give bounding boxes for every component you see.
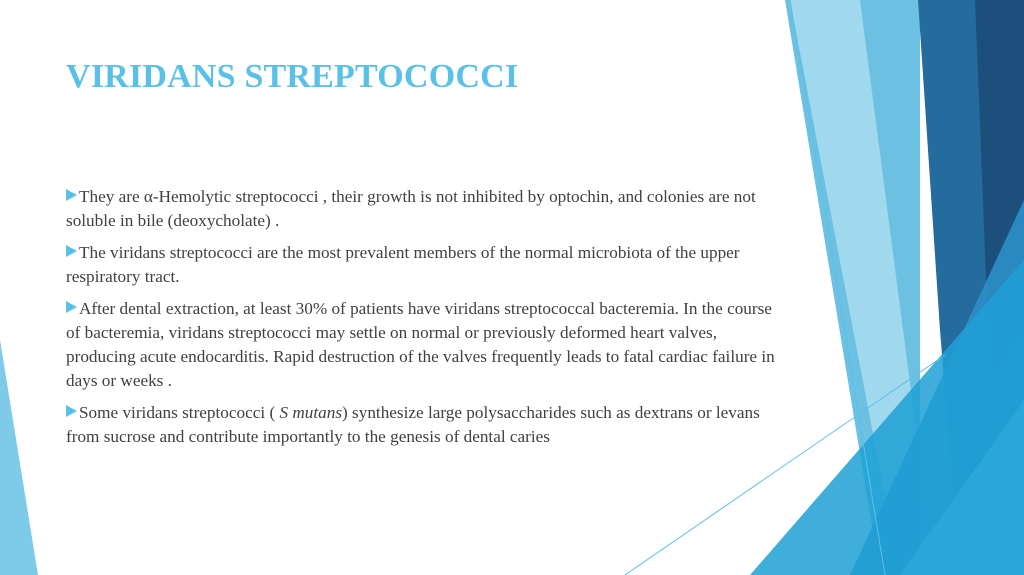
bullet-list [66, 185, 778, 457]
bullet-text: The viridans streptococci are the most prevalent members of the normal microbiota of the upper respiratory tract. [66, 243, 740, 286]
bullet-text: They are α-Hemolytic streptococci , their growth is not inhibited by optochin, and colonies are not soluble in bile (deoxycholate) . [66, 187, 756, 230]
triangle-arrow-bullet-icon [66, 189, 77, 201]
bullet-text-before: Some viridans streptococci ( [79, 403, 280, 422]
bullet-item [66, 241, 778, 289]
triangle-arrow-bullet-icon [66, 405, 77, 417]
triangle-arrow-bullet-icon [66, 245, 77, 257]
bullet-item [66, 297, 778, 393]
triangle-arrow-bullet-icon [66, 301, 77, 313]
bullet-item [66, 401, 778, 449]
bullet-text: After dental extraction, at least 30% of patients have viridans streptococcal bacteremia. In the course of bacteremia, viridans streptococci may settle on normal or previously deformed heart valves, producing acute endocarditis. Rapid destruction of the valves frequently leads to fatal cardiac failure in days or weeks . [66, 299, 775, 390]
bullet-text-italic-species: S mutans [279, 403, 343, 422]
slide-title: VIRIDANS STREPTOCOCCI [66, 58, 519, 95]
bullet-item [66, 185, 778, 233]
bullet-text-after: ) synthesize large polysaccharides such as dextrans or levans from sucrose and contribute importantly to the genesis of dental caries [66, 403, 760, 446]
left-edge-triangle [0, 340, 38, 575]
